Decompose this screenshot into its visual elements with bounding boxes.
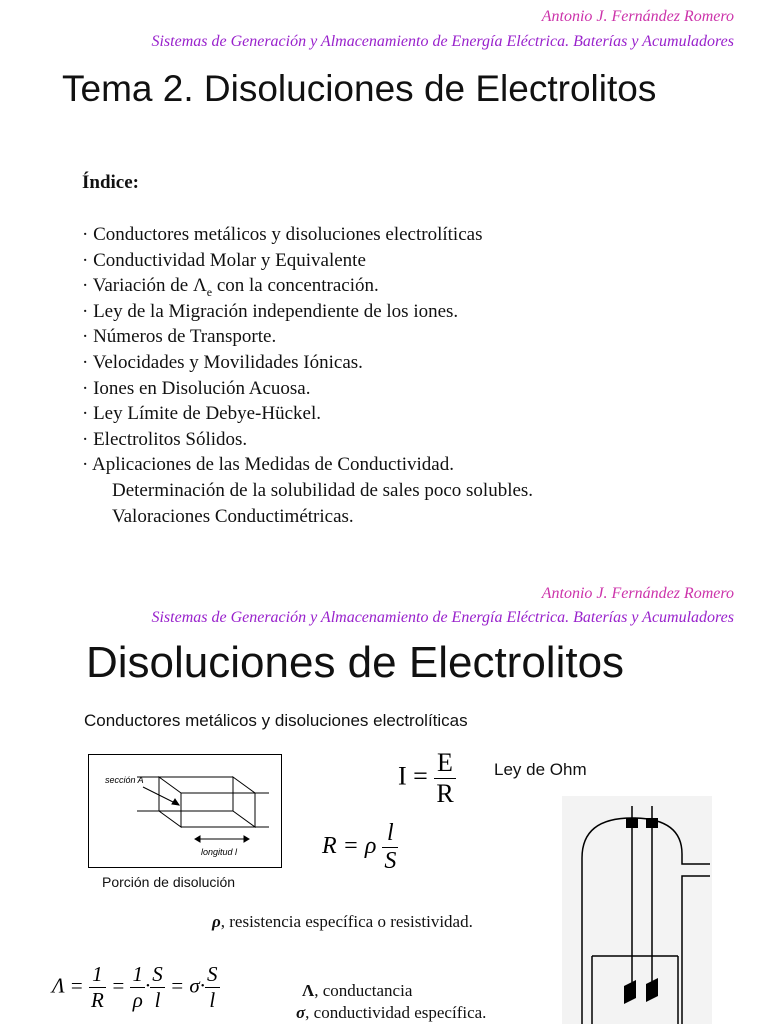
resistance-equation	[322, 820, 398, 875]
lambda-text: , conductancia	[314, 981, 413, 1000]
lam-f1-den: R	[90, 988, 104, 1012]
ohm-num: E	[434, 748, 455, 779]
index-item-text: · Variación de Λ	[82, 275, 207, 297]
slide2-author: Antonio J. Fernández Romero	[541, 585, 734, 602]
index-item: · Conductores metálicos y disoluciones electrolíticas	[82, 224, 483, 245]
conductivity-cell-image	[562, 796, 712, 1024]
index-item: · Ley Límite de Debye-Hückel.	[82, 403, 321, 425]
index-heading: Índice:	[82, 172, 139, 193]
ohm-fraction	[434, 748, 455, 809]
lam-eq1: =	[111, 973, 126, 998]
slide1-course: Sistemas de Generación y Almacenamiento de Energía Eléctrica. Baterías y Acumuladores	[151, 33, 734, 50]
slide1-author: Antonio J. Fernández Romero	[541, 8, 734, 25]
lam-f2-num: 1	[132, 962, 143, 986]
index-item: · Ley de la Migración independiente de los iones.	[82, 300, 459, 322]
lam-f4-den: l	[209, 988, 216, 1012]
slide2-subtitle: Conductores metálicos y disoluciones electrolíticas	[84, 711, 468, 730]
rho-text: , resistencia específica o resistividad.	[220, 912, 473, 931]
index-item	[82, 273, 533, 299]
section-label: sección A	[105, 775, 144, 785]
lam-frac-4	[205, 962, 220, 1013]
sigma-text: , conductividad específica.	[305, 1003, 487, 1022]
conductivity-cell-diagram	[562, 796, 712, 1024]
index-list	[82, 222, 533, 529]
index-subitem: Determinación de la solubilidad de sales poco solubles.	[112, 479, 534, 501]
lam-f1-num: 1	[89, 962, 106, 988]
index-subitem: Valoraciones Conductimétricas.	[112, 505, 354, 527]
ohm-law-label: Ley de Ohm	[494, 760, 587, 779]
ohm-den: R	[436, 779, 454, 808]
index-item: · Conductividad Molar y Equivalente	[82, 249, 366, 271]
lam-frac-1	[89, 962, 106, 1013]
ohm-lhs: I =	[398, 761, 428, 791]
rho-symbol: ρ	[212, 912, 221, 931]
solution-portion-figure	[88, 754, 282, 868]
ohm-law-equation	[398, 748, 456, 809]
res-fraction	[382, 820, 398, 875]
lambda-symbol: Λ	[302, 981, 315, 1000]
conductance-definition	[302, 981, 412, 1001]
lam-f4-num: S	[207, 962, 218, 986]
lambda-subscript: e	[206, 284, 213, 299]
sigma-symbol: σ	[296, 1003, 306, 1022]
index-item: · Electrolitos Sólidos.	[82, 428, 248, 450]
lam-frac-2	[130, 962, 145, 1013]
length-label: longitud l	[201, 847, 238, 857]
lam-dot: ·	[144, 973, 151, 998]
lam-lhs: Λ =	[52, 973, 84, 998]
slide2-title: Disoluciones de Electrolitos	[86, 638, 625, 687]
index-item: · Iones en Disolución Acuosa.	[82, 377, 311, 399]
solution-box-diagram	[89, 755, 281, 867]
slide2-course: Sistemas de Generación y Almacenamiento de Energía Eléctrica. Baterías y Acumuladores	[151, 609, 734, 626]
conductance-equation	[52, 962, 220, 1013]
lam-f3-num: S	[152, 962, 163, 986]
res-lhs: R = ρ	[322, 833, 377, 860]
resistivity-definition	[212, 912, 473, 932]
slide1-title: Tema 2. Disoluciones de Electrolitos	[62, 68, 657, 109]
index-item-suffix: con la concentración.	[212, 275, 379, 297]
index-item: · Velocidades y Movilidades Iónicas.	[82, 351, 363, 373]
lam-frac-3	[150, 962, 165, 1013]
figure-caption: Porción de disolución	[102, 874, 236, 890]
index-item: · Números de Transporte.	[82, 326, 277, 348]
res-num: l	[382, 820, 398, 848]
lam-eq2: = σ·	[169, 973, 206, 998]
lam-f3-den: l	[154, 988, 161, 1012]
conductivity-definition	[296, 1003, 486, 1023]
index-item: · Aplicaciones de las Medidas de Conductividad.	[82, 454, 454, 476]
res-den: S	[384, 848, 397, 874]
lam-f2-den: ρ	[132, 988, 143, 1012]
